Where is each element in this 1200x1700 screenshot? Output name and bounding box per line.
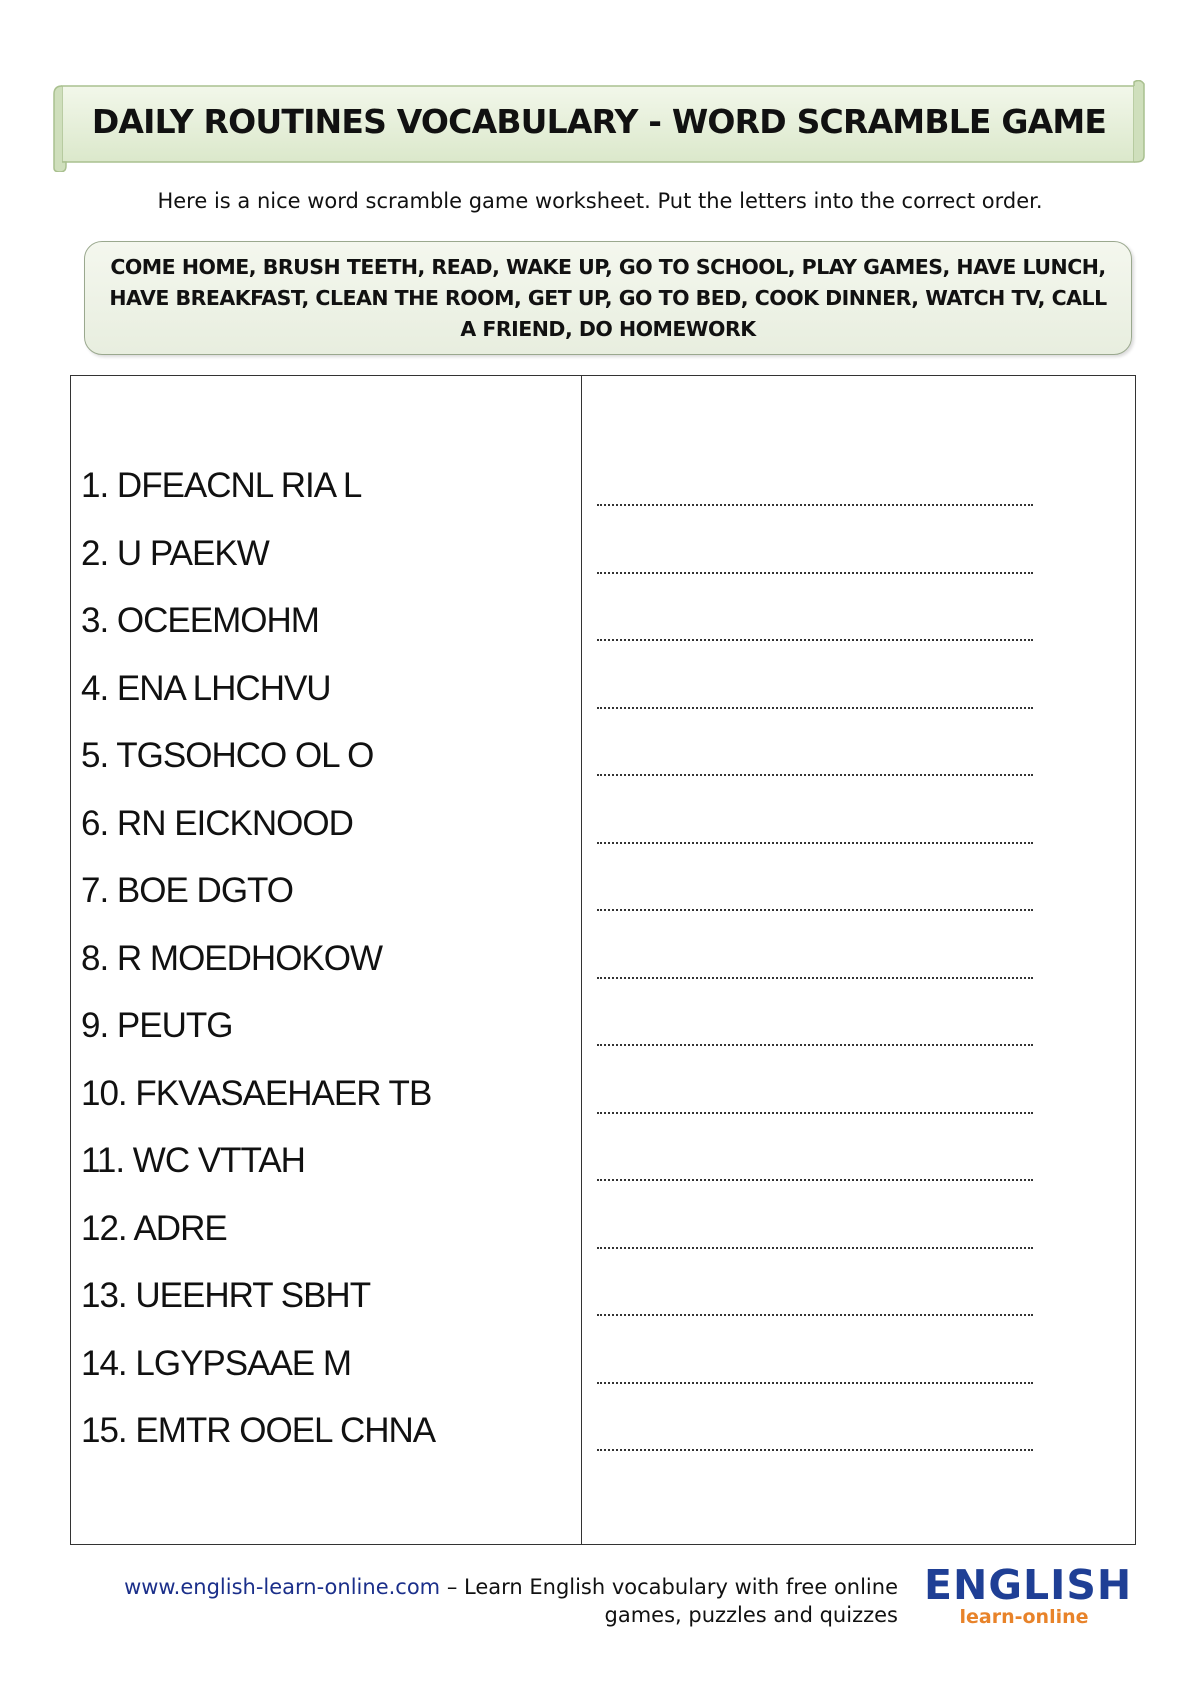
exercise-row (71, 534, 1135, 602)
exercise-row (71, 669, 1135, 737)
answer-line[interactable] (597, 639, 1033, 641)
answer-line[interactable] (597, 977, 1033, 979)
scrambled-word: 9. PEUTG (81, 1006, 233, 1045)
footer-line-1: – Learn English vocabulary with free online (440, 1575, 898, 1599)
answer-line[interactable] (597, 909, 1033, 911)
scrambled-word: 3. OCEEMOHM (81, 601, 319, 640)
scrambled-word: 2. U PAEKW (81, 533, 269, 573)
scrambled-word: 14. LGYPSAAE M (81, 1343, 352, 1383)
exercise-row (71, 1209, 1135, 1277)
scrambled-word: 11. WC VTTAH (81, 1141, 305, 1180)
page-title: DAILY ROUTINES VOCABULARY - WORD SCRAMBLE GAME (91, 102, 1107, 141)
answer-line[interactable] (597, 774, 1033, 776)
exercise-row (71, 1411, 1135, 1479)
answer-line[interactable] (597, 572, 1033, 574)
answer-line[interactable] (597, 504, 1033, 506)
answer-line[interactable] (597, 1247, 1033, 1249)
scrambled-word: 5. TGSOHCO OL O (81, 736, 374, 775)
scrambled-word: 12. ADRE (81, 1208, 227, 1248)
answer-line[interactable] (597, 1044, 1033, 1046)
scrambled-word: 15. EMTR OOEL CHNA (81, 1411, 436, 1450)
logo-main-text: ENGLISH (924, 1561, 1133, 1609)
word-bank-box (84, 241, 1132, 355)
scrambled-word: 1. DFEACNL RIA L (81, 466, 362, 505)
answer-line[interactable] (597, 1179, 1033, 1181)
scrambled-word: 7. BOE DGTO (81, 871, 294, 910)
exercise-rows (71, 466, 1135, 1479)
exercise-row (71, 1006, 1135, 1074)
exercise-row (71, 466, 1135, 534)
scrambled-word: 4. ENA LHCHVU (81, 668, 331, 708)
exercise-row (71, 871, 1135, 939)
website-link[interactable]: www.english-learn-online.com (124, 1575, 441, 1599)
exercise-row (71, 1141, 1135, 1209)
english-learn-online-logo (924, 1561, 1133, 1628)
answer-line[interactable] (597, 707, 1033, 709)
title-banner (52, 80, 1146, 172)
exercise-row (71, 736, 1135, 804)
answer-line[interactable] (597, 1449, 1033, 1451)
answer-line[interactable] (597, 1382, 1033, 1384)
exercise-row (71, 1344, 1135, 1412)
scrambled-word: 13. UEEHRT SBHT (81, 1276, 371, 1315)
exercise-row (71, 804, 1135, 872)
scrambled-word: 10. FKVASAEHAER TB (81, 1073, 432, 1113)
scrambled-word: 8. R MOEDHOKOW (81, 938, 383, 978)
exercise-row (71, 601, 1135, 669)
exercise-row (71, 1276, 1135, 1344)
answer-line[interactable] (597, 1112, 1033, 1114)
exercise-row (71, 1074, 1135, 1142)
scrambled-word: 6. RN EICKNOOD (81, 803, 353, 843)
answer-line[interactable] (597, 842, 1033, 844)
word-bank-text: COME HOME, BRUSH TEETH, READ, WAKE UP, GO TO SCHOOL, PLAY GAMES, HAVE LUNCH, HAVE BREAKFAST, CLEAN THE ROOM, GET UP, GO TO BED, COOK DINNER, WATCH TV, CALL A FRIEND, DO HOMEWORK (109, 254, 1107, 341)
answer-line[interactable] (597, 1314, 1033, 1316)
exercise-table (70, 375, 1136, 1545)
exercise-row (71, 939, 1135, 1007)
footer-text (0, 1573, 898, 1629)
instructions-text: Here is a nice word scramble game worksheet. Put the letters into the correct order. (157, 189, 1043, 213)
footer-line-2: games, puzzles and quizzes (604, 1603, 898, 1627)
logo-sub-text: learn-online (959, 1606, 1089, 1628)
